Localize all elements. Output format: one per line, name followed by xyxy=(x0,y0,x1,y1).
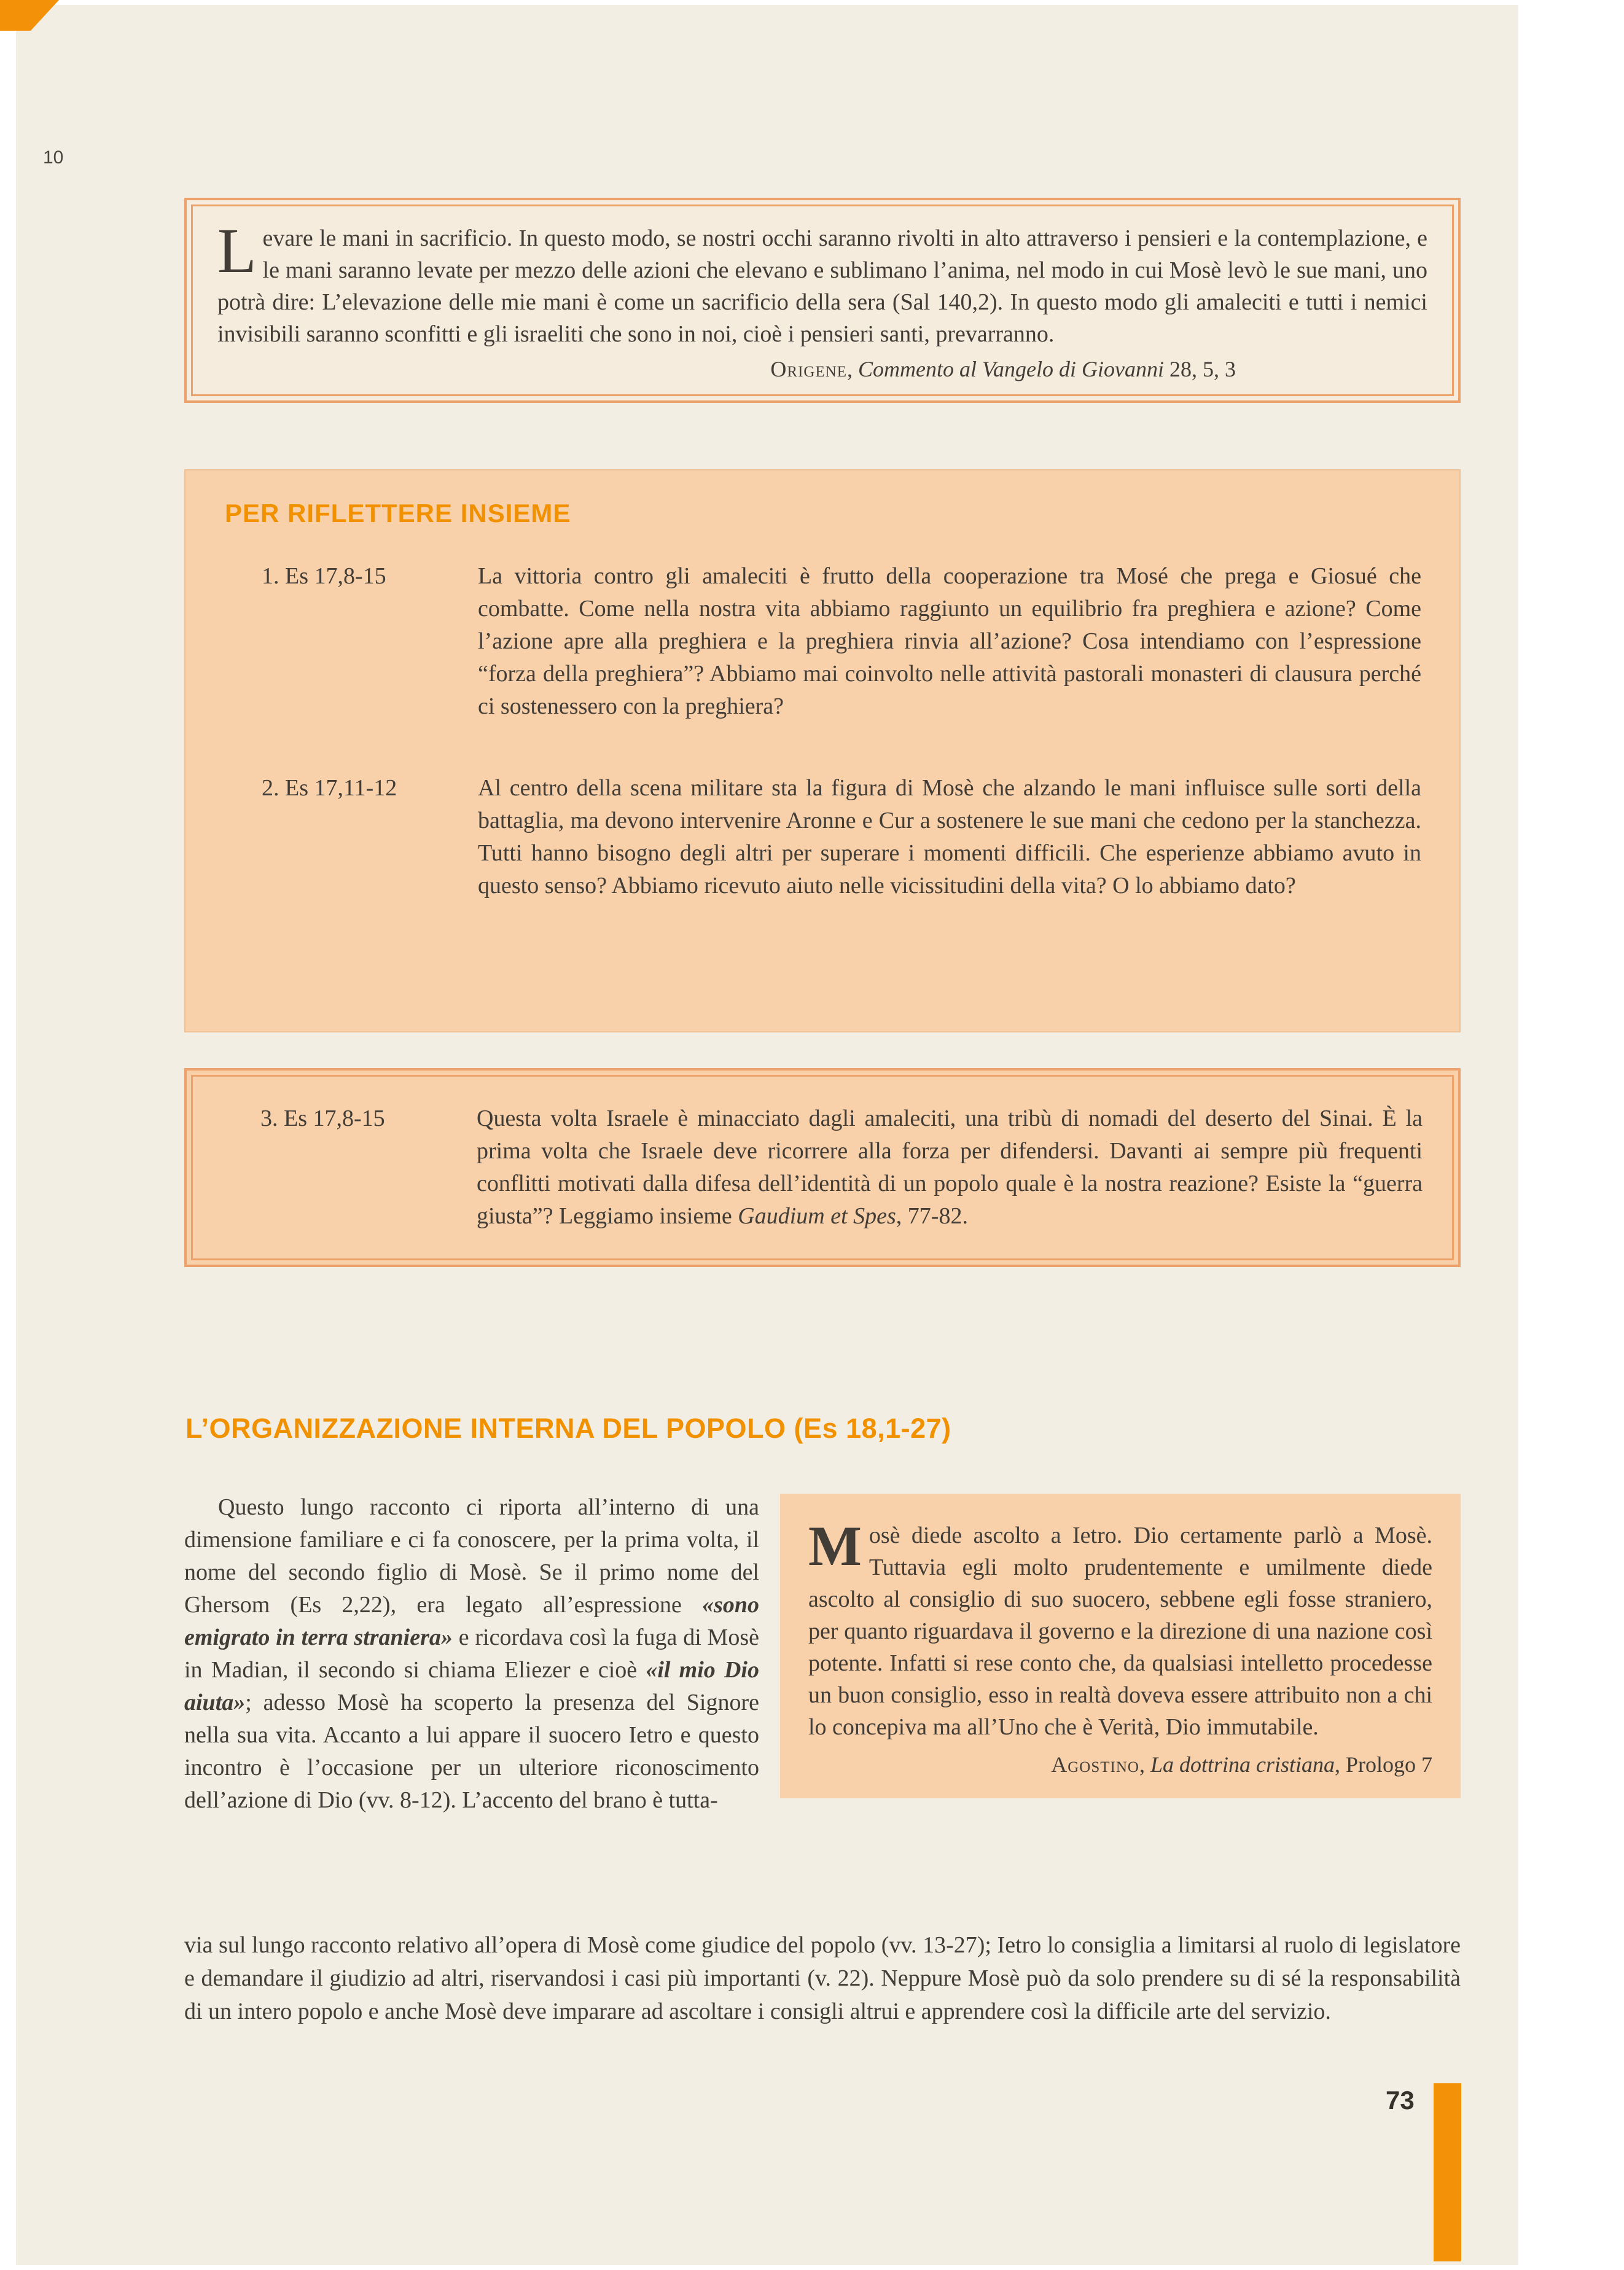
page-edge-marker xyxy=(1434,2083,1461,2261)
attribution-separator: , xyxy=(1139,1752,1150,1777)
work-title: La dottrina cristiana xyxy=(1150,1752,1335,1777)
document-title-italic: Gaudium et Spes xyxy=(738,1203,896,1229)
body-paragraph xyxy=(184,1491,759,1817)
quote-attribution xyxy=(808,1752,1432,1777)
bottom-page-number: 73 xyxy=(1386,2086,1415,2115)
reflect-item-1 xyxy=(262,560,1421,723)
quote-body: evare le mani in sacrificio. In questo modo, se nostri occhi saranno rivolti in alto attraverso i pensieri e la contemplazione, e le mani saranno levate per mezzo delle azioni che elevano e sublimano l’anima, nel modo in cui Mosè levò le sue mani, uno potrà dire: L’elevazione delle mie mani è come un sacrificio della sera (Sal 140,2). In questo modo gli amaleciti e tutti i nemici invisibili saranno sconfitti e gli israeliti che sono in noi, cioè i pensieri santi, prevarranno. xyxy=(217,225,1427,347)
quote-paragraph xyxy=(808,1515,1432,1743)
item-text: Al centro della scena militare sta la figura di Mosè che alzando le mani influisce sulle sorti della battaglia, ma devono intervenire Aronne e Cur a sostenere le sue mani che cedono per la stanchezza. Tutti hanno bisogno degli altri per superare i momenti difficili. Che esperienze abbiamo avuto in questo senso? Abbiamo ricevuto aiuto nelle vicissitudini della vita? O lo abbiamo dato? xyxy=(478,775,1421,899)
question-text-after: , 77-82. xyxy=(896,1203,968,1229)
reflect-item-2 xyxy=(262,772,1421,902)
body-seg-1: Questo lungo racconto ci riporta all’interno di una dimensione familiare e ci fa conoscere, per la prima volta, il nome del secondo figlio di Mosè. Se il primo nome del Ghersom (Es 2,22), era legato all’espressione xyxy=(184,1494,759,1618)
reflect-title: PER RIFLETTERE INSIEME xyxy=(225,499,571,528)
drop-cap-letter: M xyxy=(808,1515,862,1577)
quoted-phrase-italic: «il mio Dio aiuta» xyxy=(184,1657,759,1715)
item-label: 1. Es 17,8-15 xyxy=(262,563,386,589)
quote-body: osè diede ascolto a Ietro. Dio certamente parlò a Mosè. Tuttavia egli molto prudentemente e umilmente diede ascolto al consiglio di suo suocero, sebbene egli fosse straniero, per quanto riguardava il governo e la direzione di una nazione così potente. Infatti si rese conto che, da qualsiasi intelletto procedesse un buon consiglio, esso in realtà doveva essere attribuito non a chi lo concepiva ma all’Uno che è Verità, Dio immutabile. xyxy=(808,1523,1432,1740)
work-reference: , Prologo 7 xyxy=(1334,1752,1432,1777)
quoted-phrase-italic: «sono emigrato in terra straniera» xyxy=(184,1592,759,1650)
body-seg-3: e ricordava così la fuga di Mosè in Madian, il secondo si chiama Eliezer e cioè xyxy=(184,1624,759,1683)
item-label: 2. Es 17,11-12 xyxy=(262,775,397,801)
work-reference: 28, 5, 3 xyxy=(1164,357,1236,381)
origen-quote-box xyxy=(184,198,1461,403)
attribution-separator: , xyxy=(847,357,859,381)
closing-paragraph: via sul lungo racconto relativo all’opera di Mosè come giudice del popolo (vv. 13-27); Ietro lo consiglia a limitarsi al ruolo di legislatore e demandare il giudizio ad altri, riservandosi i casi più importanti (v. 22). Neppure Mosè può da solo prendere su di sé la responsabilità di un intero popolo e anche Mosè deve imparare ad ascoltare i consigli altrui e apprendere così la difficile arte del servizio. xyxy=(184,1932,1461,2024)
agostino-quote-box xyxy=(780,1494,1461,1798)
item-text: La vittoria contro gli amaleciti è frutto della cooperazione tra Mosé che prega e Giosué che combatte. Come nella nostra vita abbiamo raggiunto un equilibrio fra preghiera e azione? Come l’azione apre alla preghiera e la preghiera rinvia all’azione? Cosa intendiamo con l’espressione “forza della preghiera”? Abbiamo mai coinvolto nelle attività pastorali monasteri di clausura perché ci sostenessero con la preghiera? xyxy=(478,563,1421,719)
origen-quote-box-inner xyxy=(191,205,1454,396)
section-heading: L’ORGANIZZAZIONE INTERNA DEL POPOLO (Es 18,1-27) xyxy=(185,1413,951,1444)
top-page-number: 10 xyxy=(43,147,64,168)
question-text-before: Questa volta Israele è minacciato dagli amaleciti, una tribù di nomadi del deserto del Sinai. È la prima volta che Israele deve ricorrere alla forza per difendersi. Davanti ai sempre più frequenti conflitti motivati dalla difesa dell’identità di un popolo quale è la nostra reazione? Esiste la “guerra giusta”? Leggiamo insieme xyxy=(477,1106,1423,1229)
question-box xyxy=(184,1068,1461,1267)
author-name: Agostino xyxy=(1051,1752,1139,1777)
question-item xyxy=(260,1102,1423,1233)
drop-cap-letter: L xyxy=(217,216,257,286)
item-text xyxy=(477,1102,1423,1233)
reflect-box xyxy=(184,469,1461,1032)
left-column-paragraph xyxy=(184,1491,759,1817)
question-box-inner xyxy=(191,1075,1454,1260)
body-seg-5: ; adesso Mosè ha scoperto la presenza del Signore nella sua vita. Accanto a lui appare il suocero Ietro e questo incontro è l’occasione per un ulteriore riconoscimento dell’azione di Dio (vv. 8-12). L’accento del brano è tutta- xyxy=(184,1690,759,1813)
quote-paragraph xyxy=(217,216,1427,350)
item-label: 3. Es 17,8-15 xyxy=(260,1106,385,1131)
quote-attribution xyxy=(217,356,1427,382)
author-name: Origene xyxy=(770,357,848,381)
work-title: Commento al Vangelo di Giovanni xyxy=(858,357,1164,381)
